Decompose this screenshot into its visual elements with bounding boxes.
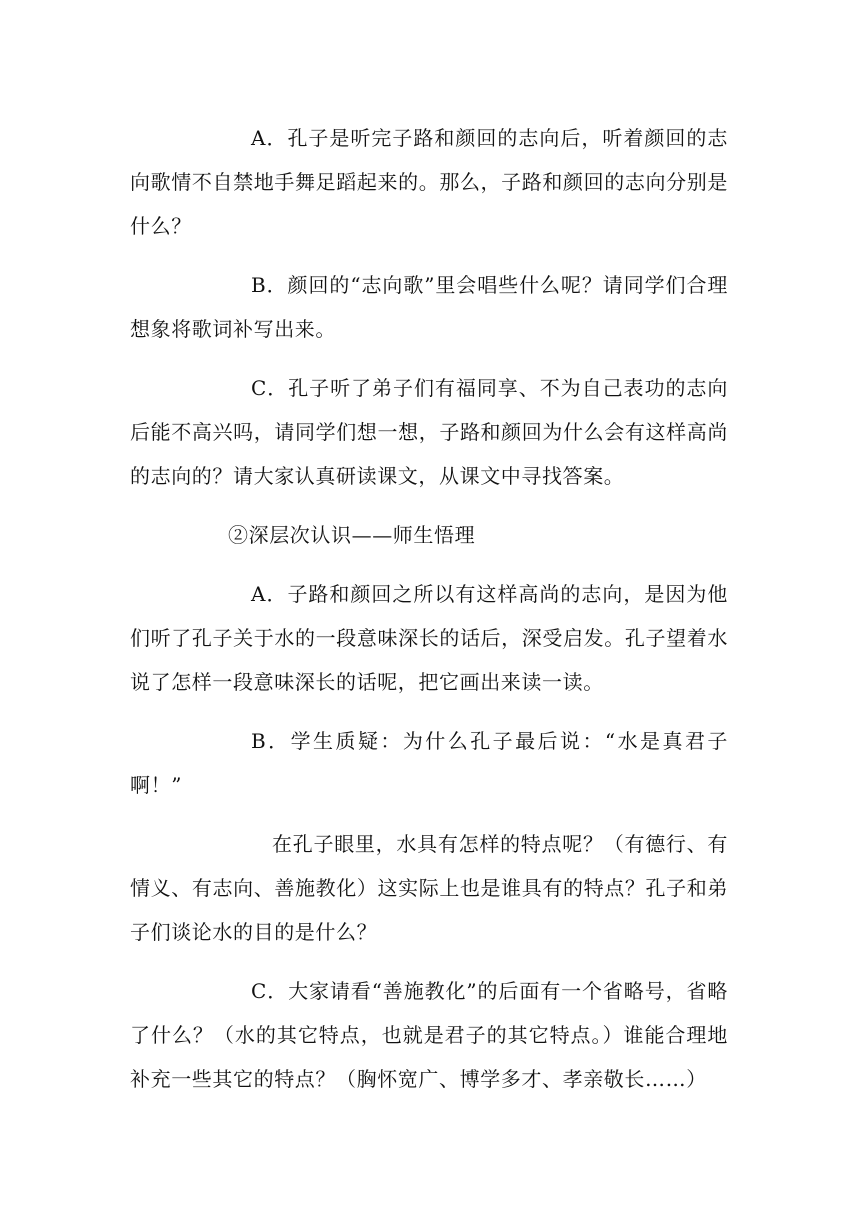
paragraph-c-gaoshang-zhixiang: C．孔子听了弟子们有福同享、不为自己表功的志向后能不高兴吗，请同学们想一想，子路和颜回为什么会有这样高尚的志向的？请大家认真研读课文，从课文中寻找答案。 (130, 376, 728, 488)
paragraph-a-zilu-yanhui: A．孔子是听完子路和颜回的志向后，听着颜回的志向歌情不自禁地手舞足蹈起来的。那么，子路和颜回的志向分别是什么？ (130, 126, 728, 238)
paragraph-a-water-words: A．子路和颜回之所以有这样高尚的志向，是因为他们听了孔子关于水的一段意味深长的话后，深受启发。孔子望着水说了怎样一段意味深长的话呢，把它画出来读一读。 (130, 582, 728, 694)
paragraph-water-features: 在孔子眼里，水具有怎样的特点呢？（有德行、有情义、有志向、善施教化）这实际上也是谁具有的特点？孔子和弟子们谈论水的目的是什么？ (130, 832, 728, 944)
paragraph-c-ellipsis: C．大家请看“善施教化”的后面有一个省略号，省略了什么？（水的其它特点，也就是君子的其它特点。）谁能合理地补充一些其它的特点？（胸怀宽广、博学多才、孝亲敬长……） (130, 979, 728, 1091)
document-body (130, 116, 728, 1116)
paragraph-b-zhixiang-ge: B．颜回的“志向歌”里会唱些什么呢？请同学们合理想象将歌词补写出来。 (130, 273, 728, 341)
section-heading-shencengci: ②深层次认识——师生悟理 (228, 523, 476, 547)
paragraph-b-student-question: B．学生质疑：为什么孔子最后说：“水是真君子啊！” (130, 729, 728, 797)
